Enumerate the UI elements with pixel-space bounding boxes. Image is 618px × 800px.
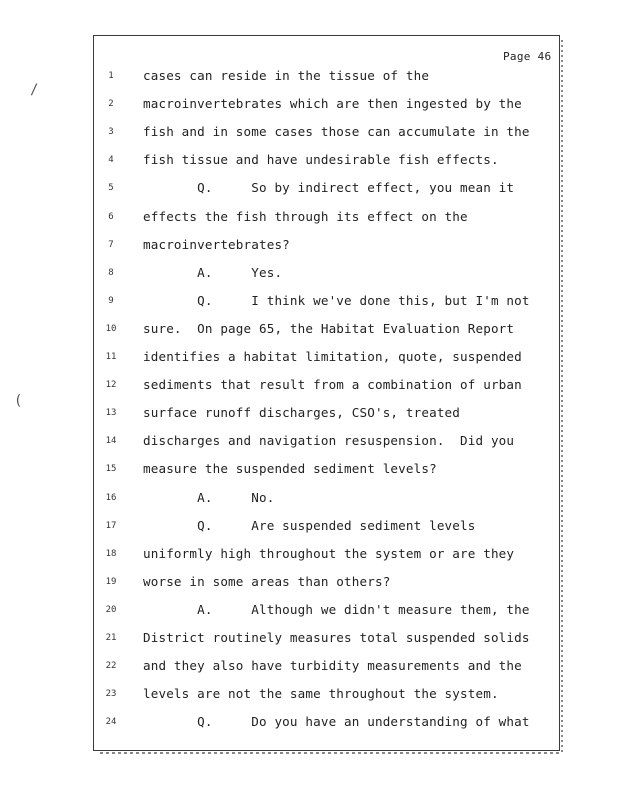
line-number: 2 (108, 99, 114, 110)
line-number: 23 (105, 689, 117, 700)
line-text: fish and in some cases those can accumulate in the (143, 124, 530, 140)
line-text: measure the suspended sediment levels? (143, 461, 437, 477)
line-number: 22 (105, 661, 117, 672)
line-text: fish tissue and have undesirable fish effects. (143, 152, 499, 168)
line-number: 3 (108, 127, 114, 138)
transcript-line (0, 321, 618, 341)
margin-mark: / (30, 82, 39, 98)
line-number: 9 (108, 295, 114, 306)
transcript-line (0, 658, 618, 678)
line-number: 21 (105, 633, 117, 643)
line-number: 7 (108, 239, 114, 250)
transcript-line (0, 461, 618, 481)
line-text: A. Yes. (143, 264, 283, 280)
line-text: Q. Are suspended sediment levels (143, 517, 476, 533)
page-number: Page 46 (503, 50, 552, 63)
line-number: 13 (105, 408, 117, 419)
line-text: sure. On page 65, the Habitat Evaluation Report (143, 320, 515, 336)
line-number: 4 (108, 155, 114, 166)
line-text: Q. Do you have an understanding of what (143, 714, 530, 730)
line-number: 12 (105, 380, 117, 391)
line-number: 5 (108, 183, 114, 194)
line-text: uniformly high throughout the system or are they (143, 545, 515, 561)
line-number: 6 (108, 211, 114, 222)
line-number: 10 (105, 323, 117, 334)
transcript-line (0, 152, 618, 172)
line-text: surface runoff discharges, CSO's, treated (143, 405, 461, 421)
line-number: 8 (108, 267, 114, 278)
transcript-line (0, 124, 618, 144)
line-text: effects the fish through its effect on the (143, 208, 468, 224)
line-text: discharges and navigation resuspension. Did you (143, 433, 515, 449)
line-number: 17 (105, 520, 117, 531)
line-text: Q. So by indirect effect, you mean it (143, 180, 515, 196)
line-number: 24 (105, 717, 117, 728)
line-text: cases can reside in the tissue of the (143, 68, 430, 83)
line-text: levels are not the same throughout the system. (143, 686, 499, 702)
transcript-line (0, 602, 618, 622)
line-text: sediments that result from a combination of urban (143, 377, 522, 393)
transcript-line (0, 237, 618, 257)
line-text: and they also have turbidity measurements and the (143, 658, 522, 674)
margin-mark: ( (14, 393, 23, 409)
transcript-line (0, 714, 618, 734)
page-frame-bottom-edge (100, 752, 562, 754)
line-text: identifies a habitat limitation, quote, suspended (143, 349, 522, 364)
transcript-line (0, 630, 618, 650)
line-text: A. Although we didn't measure them, the (143, 601, 530, 617)
line-number: 16 (105, 492, 117, 503)
line-text: macroinvertebrates? (143, 236, 290, 252)
transcript-line (0, 574, 618, 594)
transcript-line (0, 405, 618, 425)
line-text: District routinely measures total suspended solids (143, 630, 530, 645)
line-number: 19 (105, 576, 117, 587)
transcript-line (0, 265, 618, 285)
line-number: 18 (105, 548, 117, 559)
line-number: 20 (105, 604, 117, 615)
line-text: Q. I think we've done this, but I'm not (143, 292, 530, 308)
line-number: 11 (105, 352, 117, 362)
transcript-line (0, 518, 618, 538)
line-text: A. No. (143, 489, 275, 505)
transcript-line (0, 180, 618, 200)
transcript-line (0, 209, 618, 229)
transcript-line (0, 546, 618, 566)
transcript-line (0, 377, 618, 397)
line-number: 1 (108, 71, 114, 81)
transcript-line (0, 293, 618, 313)
line-text: worse in some areas than others? (143, 573, 391, 589)
transcript-line (0, 96, 618, 116)
transcript-line (0, 686, 618, 706)
transcript-line (0, 349, 618, 369)
transcript-line (0, 490, 618, 510)
transcript-line (0, 433, 618, 453)
line-text: macroinvertebrates which are then ingested by the (143, 96, 522, 112)
line-number: 15 (105, 464, 117, 475)
transcript-line (0, 68, 618, 88)
line-number: 14 (105, 436, 117, 447)
